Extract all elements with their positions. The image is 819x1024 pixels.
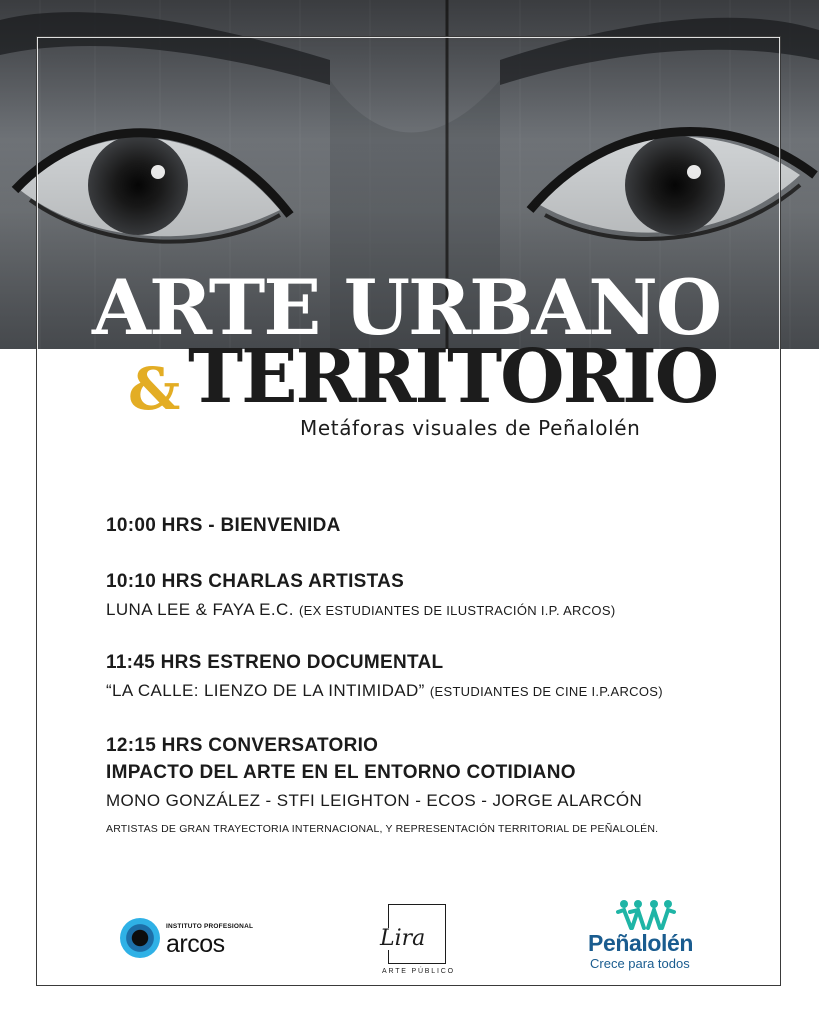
eye-icon [120,918,160,958]
frame-top-line [36,36,781,38]
arcos-logo [120,916,254,962]
documentary-note: (ESTUDIANTES DE CINE I.P.ARCOS) [429,684,663,699]
penalolen-logo-name: Peñalolén [588,930,694,956]
penalolen-logo-tagline: Crece para todos [590,956,690,971]
talks-artists: LUNA LEE & FAYA E.C. [106,600,294,619]
program-item-welcome: 10:00 HRS - BIENVENIDA [106,515,341,536]
program-item-talks-detail [106,600,615,620]
lira-logo [376,900,460,980]
penalolen-logo [588,898,712,976]
program-item-talk-panelists: MONO GONZÁLEZ - STFI LEIGHTON - ECOS - JORGE ALARCÓN [106,791,643,810]
program-item-talks-heading: 10:10 HRS CHARLAS ARTISTAS [106,571,405,592]
arcos-logo-small-text: INSTITUTO PROFESIONAL [166,923,254,930]
frame-left-line [36,36,38,349]
program-item-talk-note: ARTISTAS DE GRAN TRAYECTORIA INTERNACIONAL, Y REPRESENTACIÓN TERRITORIAL DE PEÑALOLÉN. [106,823,659,835]
frame-right-line [779,36,781,349]
title-territorio: TERRITORIO [188,334,718,420]
documentary-title: “LA CALLE: LIENZO DE LA INTIMIDAD” [106,681,425,700]
title-arte-urbano: ARTE URBANO [92,263,721,352]
program-item-documentary-detail [106,681,663,701]
program-item-documentary-heading: 11:45 HRS ESTRENO DOCUMENTAL [106,652,444,673]
people-icon [616,898,676,930]
title-ampersand: & [128,355,181,423]
program-item-talk-topic: IMPACTO DEL ARTE EN EL ENTORNO COTIDIANO [106,762,576,783]
program-item-talk-heading: 12:15 HRS CONVERSATORIO [106,735,379,756]
arcos-logo-name: arcos [166,930,225,958]
lira-logo-name: Lira [380,926,426,951]
lira-logo-subtitle: ARTE PÚBLICO [382,968,455,975]
event-subtitle: Metáforas visuales de Peñalolén [300,416,641,440]
talks-note: (EX ESTUDIANTES DE ILUSTRACIÓN I.P. ARCOS) [298,603,616,618]
